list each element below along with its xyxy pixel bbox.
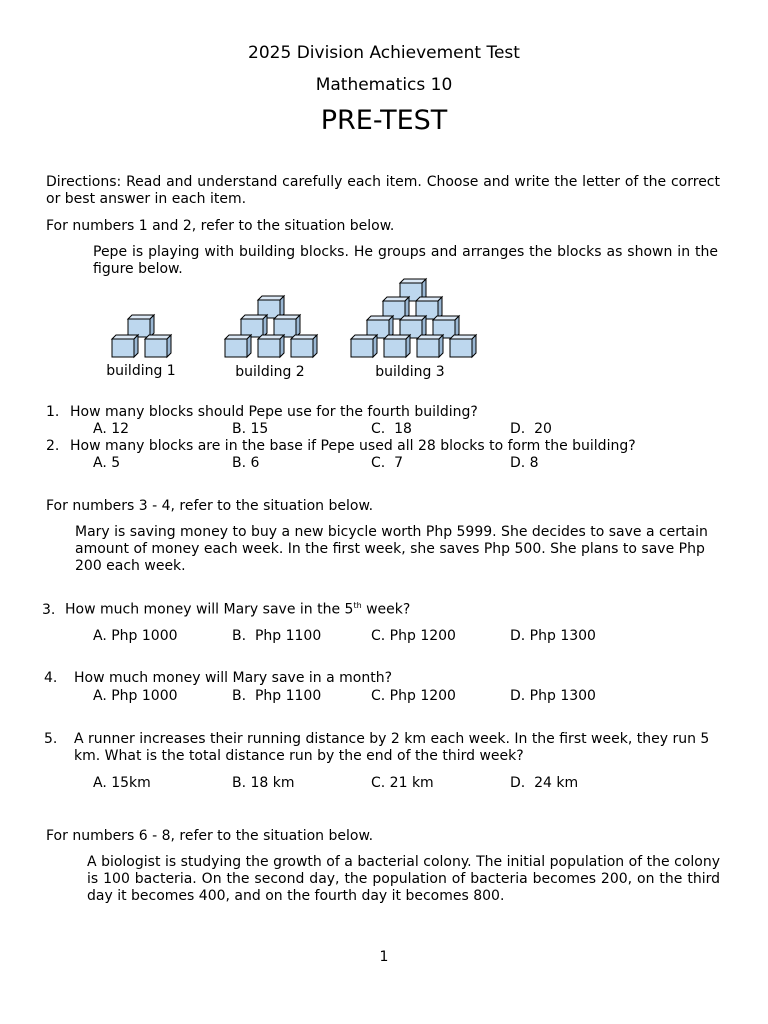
building-3-blocks: [351, 279, 476, 357]
choice-a: A. 12: [93, 421, 130, 437]
page-number: 1: [379, 949, 389, 965]
question-3-text: How much money will Mary save in the 5: [65, 601, 354, 618]
question-5: [44, 731, 724, 765]
choice-b: B. 15: [232, 421, 269, 437]
question-5-number: 5.: [44, 731, 58, 747]
building-1-blocks: [112, 315, 171, 357]
question-3-superscript: th: [353, 601, 362, 610]
choice-a: A. 15km: [93, 775, 151, 791]
question-5-choices: [93, 775, 649, 791]
choice-d: D. 20: [510, 421, 552, 437]
choice-c: C. 21 km: [371, 775, 434, 791]
choice-d: D. Php 1300: [510, 688, 596, 704]
building-3-label: building 3: [375, 364, 445, 380]
question-2-choices: [93, 455, 649, 471]
choice-a: A. Php 1000: [93, 628, 178, 644]
question-2-number: 2.: [46, 438, 60, 454]
question-1-choices: [93, 421, 649, 437]
pretest-title: PRE-TEST: [320, 105, 448, 136]
choice-d: D. 8: [510, 455, 539, 471]
choice-c: C. Php 1200: [371, 628, 456, 644]
question-3-number: 3.: [42, 601, 56, 618]
building-2-blocks: [225, 296, 317, 357]
question-2: [46, 438, 636, 454]
question-4-number: 4.: [44, 670, 58, 686]
choice-c: C. 18: [371, 421, 412, 437]
choice-a: A. 5: [93, 455, 121, 471]
directions: Directions: Read and understand carefully each item. Choose and write the letter of the correct or best answer in each item.: [46, 174, 720, 207]
situation-1-text: Pepe is playing with building blocks. He groups and arranges the blocks as shown in the figure below.: [93, 244, 718, 277]
situation-3-intro: For numbers 6 - 8, refer to the situation below.: [46, 828, 374, 844]
question-2-text: How many blocks are in the base if Pepe used all 28 blocks to form the building?: [70, 438, 636, 454]
question-4-choices: [93, 688, 649, 704]
choice-d: D. 24 km: [510, 775, 579, 791]
choice-b: B. Php 1100: [232, 628, 322, 644]
choice-b: B. Php 1100: [232, 688, 322, 704]
choice-b: B. 18 km: [232, 775, 295, 791]
building-1-label: building 1: [106, 363, 176, 379]
situation-2-intro: For numbers 3 - 4, refer to the situation below.: [46, 498, 374, 514]
question-1-number: 1.: [46, 404, 60, 420]
subject-title: Mathematics 10: [315, 75, 453, 95]
choice-a: A. Php 1000: [93, 688, 178, 704]
question-1-text: How many blocks should Pepe use for the fourth building?: [70, 404, 478, 420]
choice-d: D. Php 1300: [510, 628, 596, 644]
question-3-text-end: week?: [361, 601, 411, 618]
building-2-label: building 2: [235, 364, 305, 380]
question-3-choices: [93, 628, 649, 644]
situation-3-text: A biologist is studying the growth of a bacterial colony. The initial population of the colony is 100 bacteria. On the second day, the population of bacteria becomes 200, on the third day it becomes 400, and on the fourth day it becomes 800.: [87, 854, 720, 904]
building-blocks-figure: [100, 272, 500, 384]
question-4: [44, 670, 392, 686]
situation-1-intro: For numbers 1 and 2, refer to the situation below.: [46, 218, 395, 234]
question-5-text: A runner increases their running distance by 2 km each week. In the first week, they run 5 km. What is the total distance run by the end of the third week?: [74, 731, 710, 764]
choice-b: B. 6: [232, 455, 260, 471]
test-title: 2025 Division Achievement Test: [248, 43, 520, 63]
question-1: [46, 404, 478, 420]
situation-2-text: Mary is saving money to buy a new bicycle worth Php 5999. She decides to save a certain amount of money each week. In the first week, she saves Php 500. She plans to save Php 200 each week.: [75, 524, 708, 574]
question-4-text: How much money will Mary save in a month?: [74, 670, 393, 686]
choice-c: C. 7: [371, 455, 404, 471]
question-3: [42, 601, 410, 618]
choice-c: C. Php 1200: [371, 688, 456, 704]
